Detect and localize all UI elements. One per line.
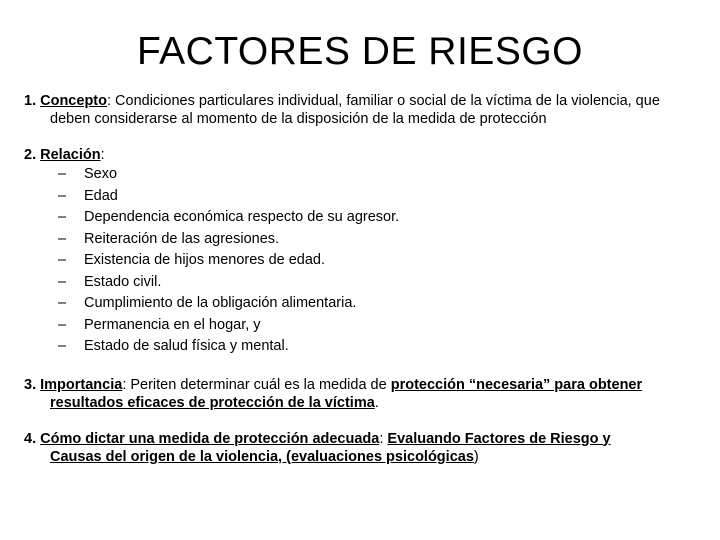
section-importancia [24,376,664,412]
list-item-text: Existencia de hijos menores de edad. [84,252,326,268]
list-item [24,186,664,208]
list-item [24,164,664,186]
dash-bullet: – [58,209,67,225]
section-number: 4. [24,430,37,447]
dash-bullet: – [58,187,67,204]
section-heading: Concepto [40,93,107,109]
dash-bullet: – [58,338,67,354]
section-number: 3. [24,376,37,393]
list-item-text: Estado civil. [84,273,162,290]
spacer [24,358,664,376]
list-item [24,229,664,251]
section-end: ) [473,448,479,465]
section-separator: : [100,147,105,163]
list-item [24,207,664,229]
list-item-text: Dependencia económica respecto de su agresor. [84,209,400,225]
dash-bullet: – [58,252,67,268]
section-relacion [24,146,664,164]
list-item-text: Sexo [84,166,118,182]
section-heading: Cómo dictar una medida de protección adecuada [40,430,380,447]
section-heading: Importancia [40,376,123,393]
section-separator: : [379,430,384,447]
list-item-text: Edad [84,187,118,204]
section-text: Condiciones particulares individual, familiar o social de la víctima de la violencia, que deben considerarse al momento de la disposición de la medida de protección [50,93,660,127]
dash-bullet: – [58,230,67,247]
section-emphasis: protección “necesaria” para obtener resultados eficaces de protección de la víctima [50,376,643,411]
section-separator: : [106,93,112,109]
section-heading: Relación [40,147,101,163]
relacion-list [24,164,664,358]
slide-title: FACTORES DE RIESGO [136,30,584,73]
dash-bullet: – [58,166,67,182]
spacer [24,412,664,430]
spacer [24,128,664,146]
list-item-text: Cumplimiento de la obligación alimentaria. [84,295,357,311]
list-item [24,315,664,337]
slide-body [24,92,664,466]
dash-bullet: – [58,316,67,333]
dash-bullet: – [58,295,67,311]
section-number: 1. [24,93,37,109]
section-text: Periten determinar cuál es la medida de [126,376,391,393]
list-item-text: Permanencia en el hogar, y [84,316,261,333]
list-item [24,336,664,358]
section-end: . [374,394,379,411]
section-concepto [24,92,664,128]
list-item-text: Estado de salud física y mental. [84,338,289,354]
list-item-text: Reiteración de las agresiones. [84,230,280,247]
section-separator: : [122,376,127,393]
section-number: 2. [24,147,37,163]
list-item [24,293,664,315]
list-item [24,250,664,272]
list-item [24,272,664,294]
section-como-dictar [24,430,664,466]
section-emphasis: Evaluando Factores de Riesgo y Causas del origen de la violencia, (evaluaciones psicológicas [50,430,611,465]
dash-bullet: – [58,273,67,290]
